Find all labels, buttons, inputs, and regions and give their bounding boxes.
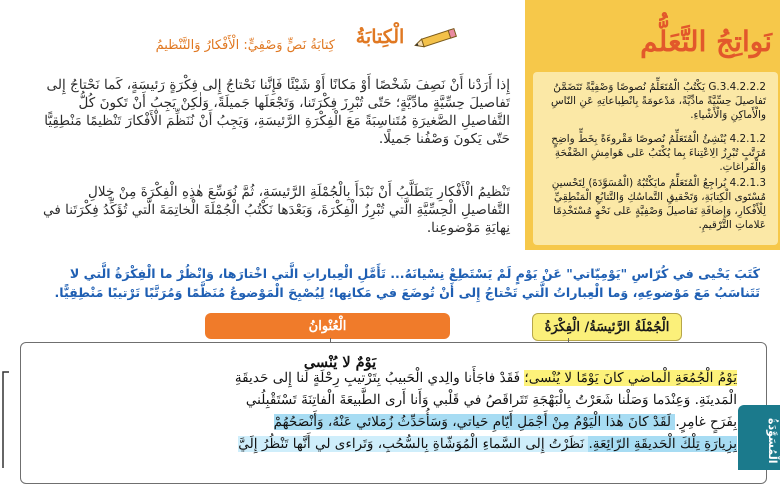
pencil-icon (414, 28, 462, 48)
outcome-item: 4.2.1.3 يُراجِعُ الْمُتَعَلِّمُ مايَكْتُبُهُ (الْمُسَوَّدَةَ) لِتَحْسينِ مُسْتَوى الْكِتابَةِ، وَتَحْقيقِ التَّماسُكِ وَالتَّتابُعِ الْمَنْطِقِيِّ لِلْأَفْكارِ، وَإِضافَةِ تَفاصيلَ وَصْفِيَّةٍ عَلى نَحْوٍ مُسْتَخْدِمًا عَلاماتِ التَّرْقيمِ. (551, 177, 766, 231)
story-line (32, 390, 737, 410)
learning-outcomes-title: نَواتِجُ التَّعَلُّم (640, 25, 772, 58)
outcome-item: 4.2.1.2 يُنْشِئُ الْمُتَعَلِّمُ نُصوصًا مَقْروءَةً بِخَطٍّ واضِحٍ مُرَتَّبٍ تُبْرِزُ الِاعْتِناءَ بِما يُكْتَبُ عَلى هَوامِشِ الصَّفْحَةِ وَالْفَراغاتِ. (551, 133, 766, 173)
section-title: الْكِتابَةُ (355, 26, 405, 48)
left-bracket (0, 370, 10, 470)
detail-highlight: نَظَرْتُ إِلى السَّماءِ الْمُوَشّاةِ بِالسُّحُبِ، وَتَراءى لي أَنَّها تَنْظُرُ إِلَيَّ (238, 436, 589, 452)
story-text: بِفَرَحٍ غامِرٍ. (675, 414, 737, 430)
explanation-paragraph: إِذا أَرَدْنا أَنْ نَصِفَ شَخْصًا أَوْ مَكانًا أَوْ شَيْئًا فَإِنَّنا نَحْتاجُ إِلى فِكْرَةٍ رَئيسَةٍ، كَما نَحْتاجُ إِلى تَفاصيلَ حِسِّيَّةٍ مادِّيَّةٍ؛ حَتّى تُبْرِزَ فِكْرَتَنا، وَتَجْعَلَها جَميلَةً، وَلٰكِنْ يَجِبُ أَنْ تَكونَ كُلُّ التَّفاصيلِ الصَّغيرَةِ مُتَناسِبَةً مَعَ الْفِكْرَةِ الرَّئيسَةِ، وَيَجِبُ أَنْ نُنَظِّمَ الْأَفْكارَ تَنْظيمًا مَنْطِقِيًّا حَتّى يَكونَ وَصْفُنا جَميلًا. (44, 77, 510, 147)
exercise-instruction: كَتَبَ يَحْيى في كُرّاسِ "يَوْمِيّاتي" عَنْ يَوْمٍ لَمْ يَسْتَطِعْ نِسْيانَهُ... تَأَمَّلِ الْعِباراتِ الَّتي اخْتارَها، وَانْظُرْ ما الْفِكْرَةُ الَّتي لا تَتَناسَبُ مَعَ مَوْضوعِهِ، وَما الْعِباراتُ الَّتي تَحْتاجُ إِلى أَنْ تُوضَعَ في مَكانِها؛ لِيُصْبِحَ الْمَوْضوعُ مُنَظَّمًا وَمُرَتَّبًا تَرْتيبًا مَنْطِقِيًّا. (54, 266, 760, 300)
section-subtitle: كِتابَةُ نَصٍّ وَصْفِيٍّ: الْأَفْكارُ وَالتَّنْظيمُ (155, 38, 335, 53)
main-sentence-highlight: يَوْمُ الْجُمُعَةِ الْماضي كانَ يَوْمًا لا يُنْسى؛ (524, 370, 737, 386)
conclusion-highlight: بِزِيارَةِ تِلْكَ الْحَديقَةِ الرّائِعَةِ. (588, 436, 737, 452)
learning-outcomes-box (533, 72, 778, 245)
story-text: الْمَدينَةِ. وَعِنْدَما وَصَلْنا شَعَرْتُ بِالْبَهْجَةِ تَتَراقَصُ في قَلْبي وَأَنا أَرى الطَّبيعَةَ الْفاتِنَةَ تَسْتَقْبِلُني (245, 392, 737, 408)
outcome-item: G.3.4.2.2.2 يَكْتُبُ الْمُتَعَلِّمُ نُصوصًا وَصْفِيَّةً تَتَضَمَّنُ تَفاصيلَ حِسِّيَّةً مادِّيَّةً، مَدْعومَةً بِانْطِباعاتِهِ عَنِ النّاسِ والْأَماكِنِ وَالْأَشْياءِ. (550, 81, 766, 121)
story-text: فَقَدْ فاجَأَنا والِدي الْحَبيبُ بِتَرْتيبِ رِحْلَةٍ لَنا إِلى حَديقَةِ (234, 370, 525, 386)
explanation-paragraph: تَنْظيمُ الْأَفْكارِ يَتَطَلَّبُ أَنْ نَبْدَأَ بِالْجُمْلَةِ الرَّئيسَةِ، ثُمَّ نُوَسِّعَ هٰذِهِ الْفِكْرَةَ مِنْ خِلالِ التَّفاصيلِ الْحِسِّيَّةِ الَّتي تُبْرِزُ الْفِكْرَةَ، وَبَعْدَها نَكْتُبُ الْجُمْلَةَ الْخاتِمَةَ الَّتي تُؤَكِّدُ فِكْرَتَنا في نِهايَةِ مَوْضوعِنا. (43, 184, 510, 236)
conclusion-highlight: لَقَدْ كانَ هٰذا الْيَوْمُ مِنْ أَجْمَلِ أَيّامِ حَياتي، وَسَأُحَدِّثُ زُمَلائي عَنْهُ، وَأَنْصَحُهُمْ (273, 414, 676, 430)
title-label-badge: الْعُنْوانُ (205, 313, 450, 339)
story-line (32, 368, 737, 388)
story-line (32, 412, 737, 432)
story-title: يَوْمٌ لا يُنْسى (303, 354, 377, 371)
story-line (32, 434, 737, 454)
side-tab-label: الْمُسَوَّدَةُ (766, 418, 779, 464)
main-sentence-label-badge: الْجُمْلَةُ الرَّئيسَةُ/ الْفِكْرَةُ (532, 313, 682, 341)
